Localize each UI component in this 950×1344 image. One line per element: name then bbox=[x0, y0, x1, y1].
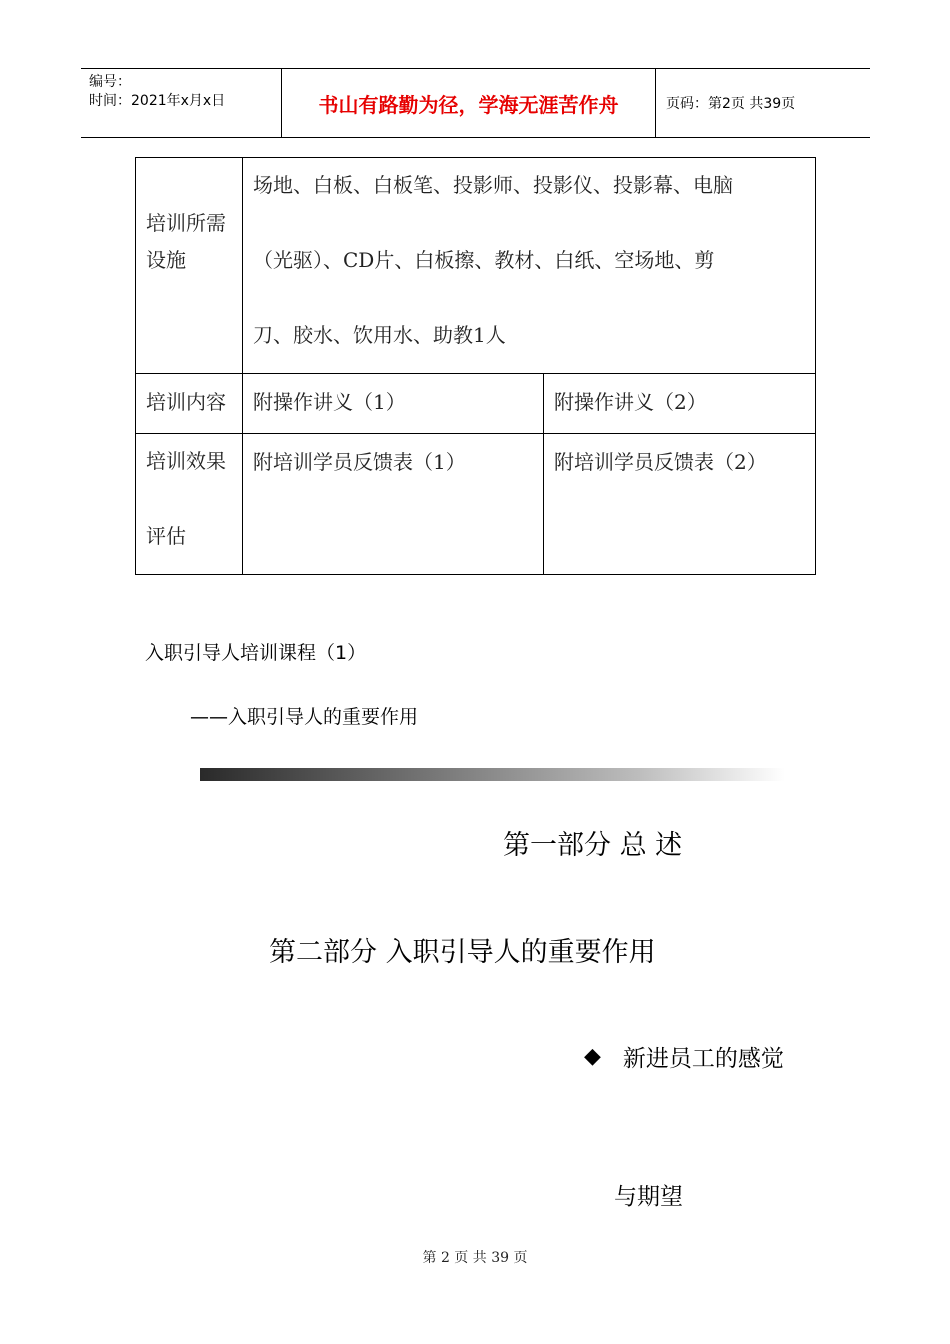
facilities-line: （光驱）、CD片、白板擦、教材、白纸、空场地、剪 bbox=[253, 248, 715, 272]
gradient-divider bbox=[200, 768, 785, 781]
facilities-line: 场地、白板、白板笔、投影师、投影仪、投影幕、电脑 bbox=[253, 173, 733, 197]
document-time: 时间：2021年x月x日 bbox=[89, 93, 226, 109]
table-row bbox=[136, 434, 816, 575]
bullet-continuation: 与期望 bbox=[614, 1184, 683, 1210]
facilities-line: 刀、胶水、饮用水、助教1人 bbox=[253, 323, 506, 347]
header-divider bbox=[655, 69, 656, 137]
content-handout-1: 附操作讲义（1） bbox=[243, 374, 544, 434]
table-row bbox=[136, 158, 816, 374]
content-handout-2: 附操作讲义（2） bbox=[544, 374, 816, 434]
bullet-text: 新进员工的感觉 bbox=[622, 1046, 784, 1072]
bullet-item bbox=[584, 1040, 784, 1073]
training-table bbox=[135, 157, 816, 575]
diamond-bullet-icon: ◆ bbox=[584, 1044, 601, 1069]
page-header bbox=[81, 68, 870, 138]
facilities-value-cell bbox=[243, 158, 816, 374]
evaluation-label-cell bbox=[136, 434, 243, 575]
evaluation-label-line: 评估 bbox=[146, 524, 186, 548]
part-two-heading: 第二部分 入职引导人的重要作用 bbox=[269, 937, 656, 968]
facilities-label-cell bbox=[136, 158, 243, 374]
facilities-label-line: 设施 bbox=[146, 248, 186, 272]
evaluation-label-line: 培训效果 bbox=[146, 449, 226, 473]
content-label-cell: 培训内容 bbox=[136, 374, 243, 434]
part-one-heading: 第一部分 总 述 bbox=[503, 830, 683, 861]
document-number-label: 编号： bbox=[89, 74, 131, 90]
facilities-label-line: 培训所需 bbox=[146, 211, 226, 235]
header-meta bbox=[89, 73, 225, 111]
table-row bbox=[136, 374, 816, 434]
course-title: 入职引导人培训课程（1） bbox=[145, 642, 367, 664]
header-page-info: 页码：第2页 共39页 bbox=[666, 96, 796, 112]
page-footer: 第 2 页 共 39 页 bbox=[422, 1250, 528, 1266]
evaluation-form-1: 附培训学员反馈表（1） bbox=[243, 434, 544, 575]
evaluation-form-2: 附培训学员反馈表（2） bbox=[544, 434, 816, 575]
header-motto: 书山有路勤为径，学海无涯苦作舟 bbox=[318, 92, 619, 117]
course-subtitle: ——入职引导人的重要作用 bbox=[190, 706, 419, 728]
